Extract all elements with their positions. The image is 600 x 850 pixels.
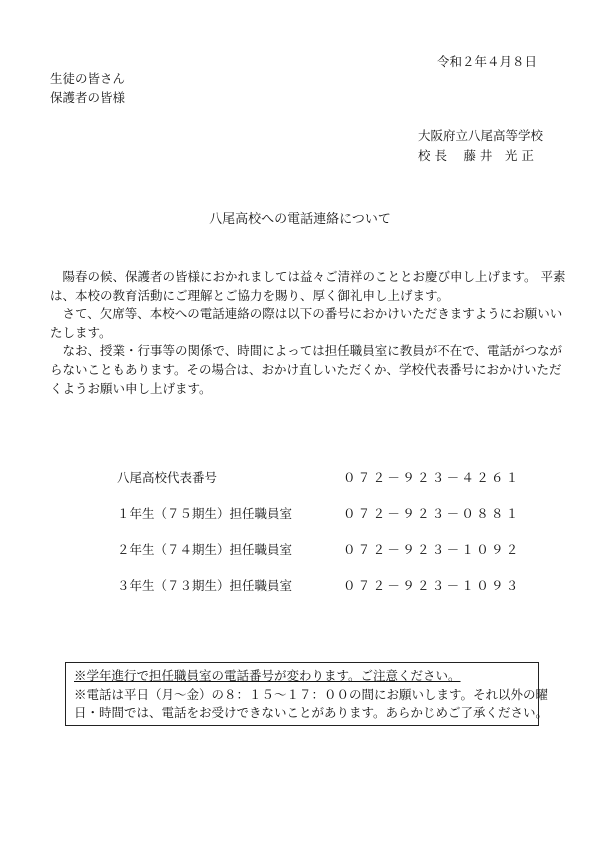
phone-number: ０７２－９２３－１０９３ (343, 578, 521, 593)
phone-label: ２年生（７４期生）担任職員室 (117, 542, 293, 557)
recipient-guardians: 保護者の皆様 (50, 90, 126, 105)
body-line: たします。 (50, 324, 112, 340)
notice-box (65, 662, 549, 726)
phone-label: 八尾高校代表番号 (117, 470, 218, 485)
phone-label: １年生（７５期生）担任職員室 (117, 506, 293, 521)
phone-number: ０７２－９２３－０８８１ (343, 506, 521, 521)
phone-row-main (117, 468, 521, 504)
notice-line-change: ※学年進行で担任職員室の電話番号が変わります。ご注意ください。 (74, 668, 461, 683)
body-line: くようお願い申し上げます。 (50, 380, 212, 396)
phone-row-grade1 (117, 504, 521, 540)
phone-row-grade3 (117, 576, 521, 612)
paragraph-request (50, 305, 563, 342)
phone-number: ０７２－９２３－４２６１ (343, 470, 521, 485)
body-text (50, 268, 566, 398)
body-line: は、本校の教育活動にご理解とご協力を賜り、厚く御礼申し上げます。 (50, 287, 450, 303)
body-line: らないこともあります。その場合は、おかけ直しいただくか、学校代表番号におかけいただ (50, 361, 562, 377)
sender-school: 大阪府立八尾高等学校 (418, 128, 544, 143)
body-line: 陽春の候、保護者の皆様におかれましては益々ご清祥のこととお慶び申し上げます。 平素 (62, 269, 566, 284)
notice-line-hours: ※電話は平日（月～金）の８：１５～１７：００の間にお願いします。それ以外の曜 (74, 686, 549, 702)
phone-list (117, 468, 521, 612)
phone-row-grade2 (117, 540, 521, 576)
paragraph-greeting (50, 268, 566, 305)
body-line: さて、欠席等、本校への電話連絡の際は以下の番号におかけいただきますようにお願いい (62, 306, 563, 322)
body-line: なお、授業・行事等の関係で、時間によっては担任職員室に教員が不在で、電話がつなが (62, 343, 563, 359)
sender-principal: 校 長 藤 井 光 正 (418, 148, 534, 163)
phone-label: ３年生（７３期生）担任職員室 (117, 578, 293, 593)
paragraph-note (50, 342, 563, 398)
notice-line-hours-cont: 日・時間では、電話をお受けできないことがあります。あらかじめご了承ください。 (74, 705, 549, 720)
phone-number: ０７２－９２３－１０９２ (343, 542, 521, 557)
document-title: 八尾高校への電話連絡について (209, 212, 391, 227)
document-date: 令和２年４月８日 (437, 54, 538, 69)
recipient-students: 生徒の皆さん (50, 71, 126, 86)
